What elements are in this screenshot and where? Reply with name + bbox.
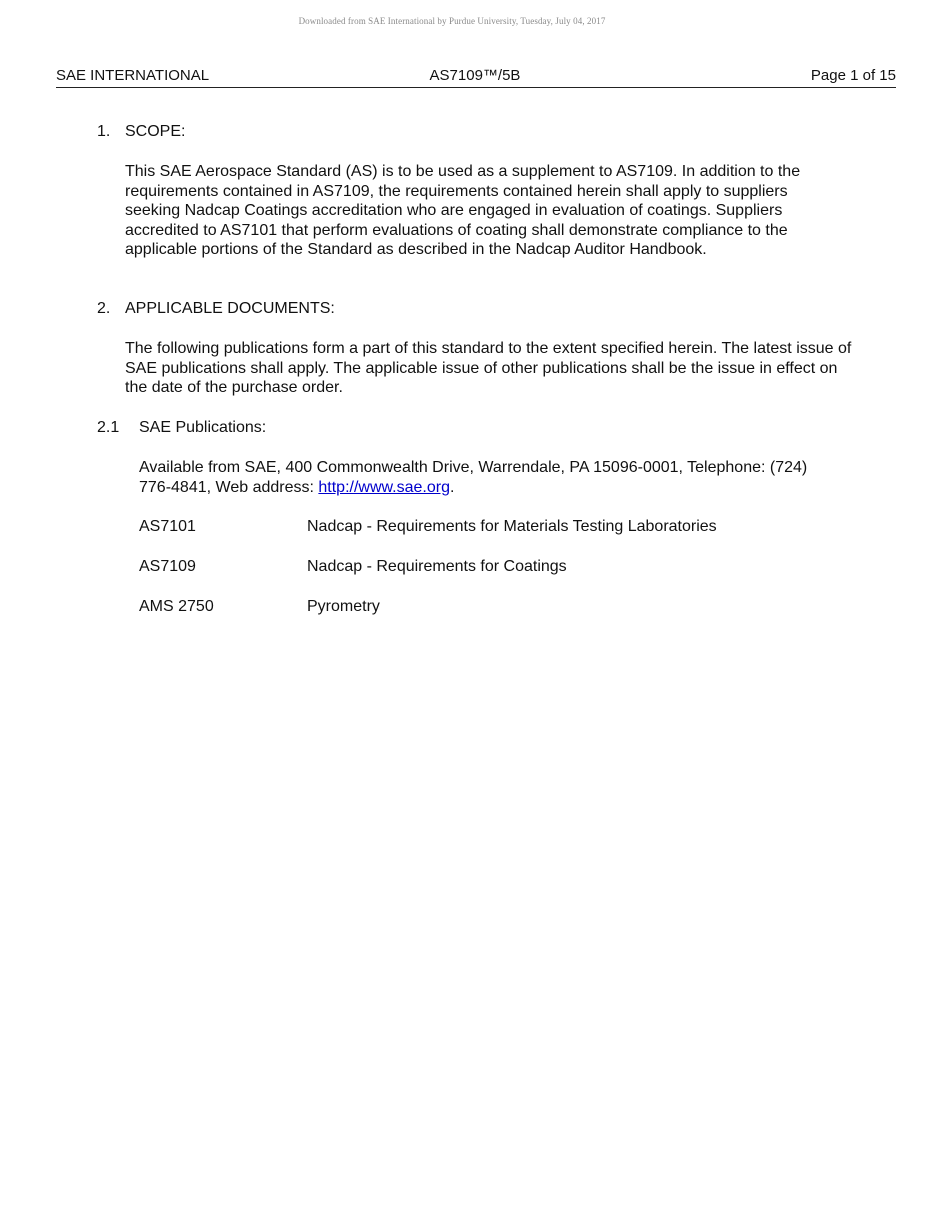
section-2-heading: APPLICABLE DOCUMENTS: [125,300,335,317]
section-1-heading: SCOPE: [125,123,186,140]
publication-title: Nadcap - Requirements for Materials Testing Laboratories [307,518,717,535]
publication-code: AS7101 [139,518,196,535]
section-2-paragraph: The following publications form a part of this standard to the extent specified herein. The latest issue of SAE publications shall apply. The applicable issue of other publications shall be the issue in effect on the date of the purchase order. [125,340,852,397]
page-header [56,67,896,88]
availability-text-end: . [450,478,455,496]
page-number: Page 1 of 15 [810,67,896,84]
section-2-1-heading: SAE Publications: [139,419,267,436]
section-1-number: 1. [97,123,111,140]
publication-title: Nadcap - Requirements for Coatings [307,558,567,575]
download-watermark: Downloaded from SAE International by Purdue University, Tuesday, July 04, 2017 [298,16,606,26]
section-1-paragraph: This SAE Aerospace Standard (AS) is to be used as a supplement to AS7109. In addition to the requirements contained in AS7109, the requirements contained herein shall apply to suppliers seeking Nadcap Coatings accreditation who are engaged in evaluation of coatings. Suppliers accredited to AS7101 that perform evaluations of coating shall demonstrate compliance to the applicable portions of the Standard as described in the Nadcap Auditor Handbook. [125,163,801,259]
document-number: AS7109™/5B [429,67,521,84]
section-2-number: 2. [97,300,111,317]
availability-text: Available from SAE, 400 Commonwealth Drive, Warrendale, PA 15096-0001, Telephone: (724) 776-4841, Web address: [139,459,808,496]
section-2-1-number: 2.1 [97,419,120,436]
publisher-name: SAE INTERNATIONAL [56,67,210,84]
section-2-1-paragraph [139,458,839,497]
publication-code: AS7109 [139,558,196,575]
sae-website-link[interactable]: http://www.sae.org [318,478,450,496]
publication-title: Pyrometry [307,598,380,615]
publication-code: AMS 2750 [139,598,214,615]
